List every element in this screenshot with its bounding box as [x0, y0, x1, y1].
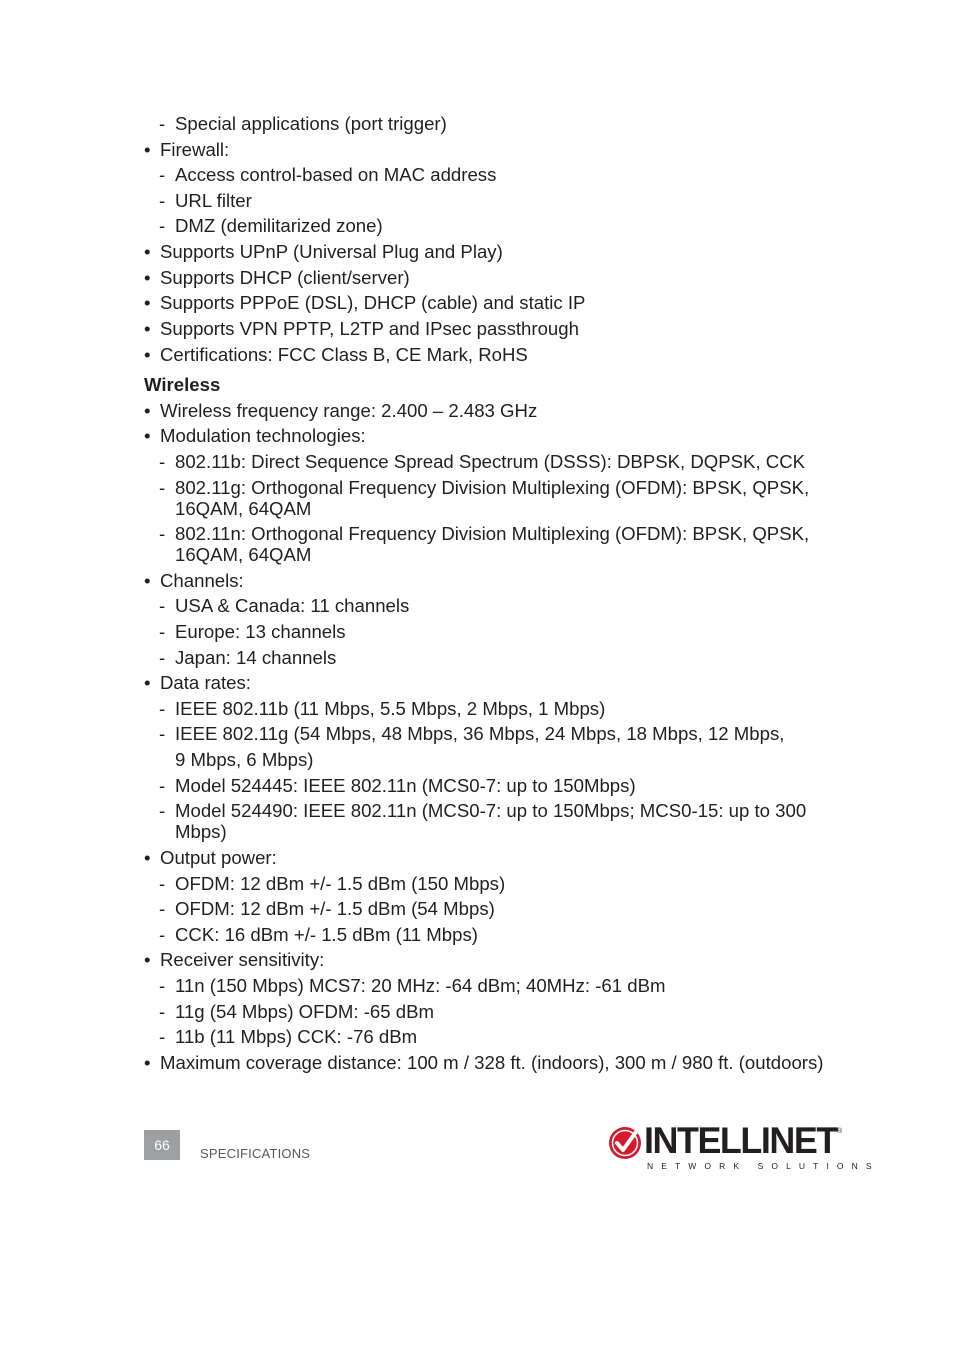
item-text: Mbps) — [175, 821, 227, 842]
dash-marker: - — [159, 647, 166, 668]
section-heading: Wireless — [144, 374, 221, 395]
item-text: 9 Mbps, 6 Mbps) — [175, 749, 314, 770]
bullet-marker: • — [144, 344, 151, 365]
bullet-marker: • — [144, 292, 151, 313]
dash-marker: - — [159, 595, 166, 616]
logo-tagline: NETWORK SOLUTIONS — [647, 1161, 880, 1171]
section-label: SPECIFICATIONS — [200, 1146, 311, 1161]
registered-mark: ® — [837, 1128, 843, 1135]
item-text: 802.11b: Direct Sequence Spread Spectrum (DSSS): DBPSK, DQPSK, CCK — [175, 451, 806, 472]
dash-marker: - — [159, 190, 166, 211]
bullet-marker: • — [144, 949, 151, 970]
bullet-marker: • — [144, 847, 151, 868]
dash-marker: - — [159, 1001, 166, 1022]
bullet-marker: • — [144, 570, 151, 591]
item-text: Firewall: — [160, 139, 230, 160]
dash-marker: - — [159, 215, 166, 236]
dash-marker: - — [159, 523, 166, 544]
item-text: Wireless frequency range: 2.400 – 2.483 GHz — [160, 400, 538, 421]
item-text: IEEE 802.11g (54 Mbps, 48 Mbps, 36 Mbps, 24 Mbps, 18 Mbps, 12 Mbps, — [175, 723, 785, 744]
dash-marker: - — [159, 873, 166, 894]
dash-marker: - — [159, 723, 166, 744]
bullet-marker: • — [144, 425, 151, 446]
item-text: 11g (54 Mbps) OFDM: -65 dBm — [175, 1001, 435, 1022]
item-text: Modulation technologies: — [160, 425, 366, 446]
item-text: Access control-based on MAC address — [175, 164, 497, 185]
item-text: 16QAM, 64QAM — [175, 498, 312, 519]
item-text: Data rates: — [160, 672, 251, 693]
item-text: 11n (150 Mbps) MCS7: 20 MHz: -64 dBm; 40MHz: -61 dBm — [175, 975, 666, 996]
dash-marker: - — [159, 924, 166, 945]
item-text: Europe: 13 channels — [175, 621, 346, 642]
bullet-marker: • — [144, 139, 151, 160]
logo-wordmark: INTELLINET — [644, 1120, 837, 1161]
item-text: Supports DHCP (client/server) — [160, 267, 410, 288]
item-text: Certifications: FCC Class B, CE Mark, RoHS — [160, 344, 528, 365]
dash-marker: - — [159, 477, 166, 498]
item-text: USA & Canada: 11 channels — [175, 595, 410, 616]
item-text: 802.11n: Orthogonal Frequency Division Multiplexing (OFDM): BPSK, QPSK, — [175, 523, 810, 544]
item-text: Model 524445: IEEE 802.11n (MCS0-7: up to 150Mbps) — [175, 775, 636, 796]
item-text: Channels: — [160, 570, 244, 591]
item-text: 11b (11 Mbps) CCK: -76 dBm — [175, 1026, 418, 1047]
item-text: Supports UPnP (Universal Plug and Play) — [160, 241, 503, 262]
bullet-marker: • — [144, 318, 151, 339]
bullet-marker: • — [144, 241, 151, 262]
dash-marker: - — [159, 451, 166, 472]
dash-marker: - — [159, 1026, 166, 1047]
item-text: OFDM: 12 dBm +/- 1.5 dBm (150 Mbps) — [175, 873, 506, 894]
dash-marker: - — [159, 621, 166, 642]
item-text: Supports PPPoE (DSL), DHCP (cable) and static IP — [160, 292, 586, 313]
item-text: Maximum coverage distance: 100 m / 328 ft. (indoors), 300 m / 980 ft. (outdoors) — [160, 1052, 824, 1073]
bullet-marker: • — [144, 672, 151, 693]
item-text: Japan: 14 channels — [175, 647, 337, 668]
item-text: DMZ (demilitarized zone) — [175, 215, 383, 236]
item-text: Receiver sensitivity: — [160, 949, 325, 970]
item-text: 802.11g: Orthogonal Frequency Division Multiplexing (OFDM): BPSK, QPSK, — [175, 477, 810, 498]
dash-marker: - — [159, 164, 166, 185]
dash-marker: - — [159, 113, 166, 134]
page-number: 66 — [144, 1130, 180, 1160]
checkmark-circle-icon — [608, 1126, 642, 1160]
bullet-marker: • — [144, 267, 151, 288]
item-text: IEEE 802.11b (11 Mbps, 5.5 Mbps, 2 Mbps, 1 Mbps) — [175, 698, 606, 719]
dash-marker: - — [159, 698, 166, 719]
item-text: CCK: 16 dBm +/- 1.5 dBm (11 Mbps) — [175, 924, 478, 945]
item-text: 16QAM, 64QAM — [175, 544, 312, 565]
item-text: URL filter — [175, 190, 252, 211]
item-text: Model 524490: IEEE 802.11n (MCS0-7: up to 150Mbps; MCS0-15: up to 300 — [175, 800, 807, 821]
dash-marker: - — [159, 800, 166, 821]
intellinet-logo — [608, 1120, 880, 1174]
item-text: Output power: — [160, 847, 277, 868]
bullet-marker: • — [144, 1052, 151, 1073]
item-text: Supports VPN PPTP, L2TP and IPsec passthrough — [160, 318, 579, 339]
dash-marker: - — [159, 775, 166, 796]
item-text: OFDM: 12 dBm +/- 1.5 dBm (54 Mbps) — [175, 898, 495, 919]
dash-marker: - — [159, 975, 166, 996]
bullet-marker: • — [144, 400, 151, 421]
item-text: Special applications (port trigger) — [175, 113, 447, 134]
dash-marker: - — [159, 898, 166, 919]
